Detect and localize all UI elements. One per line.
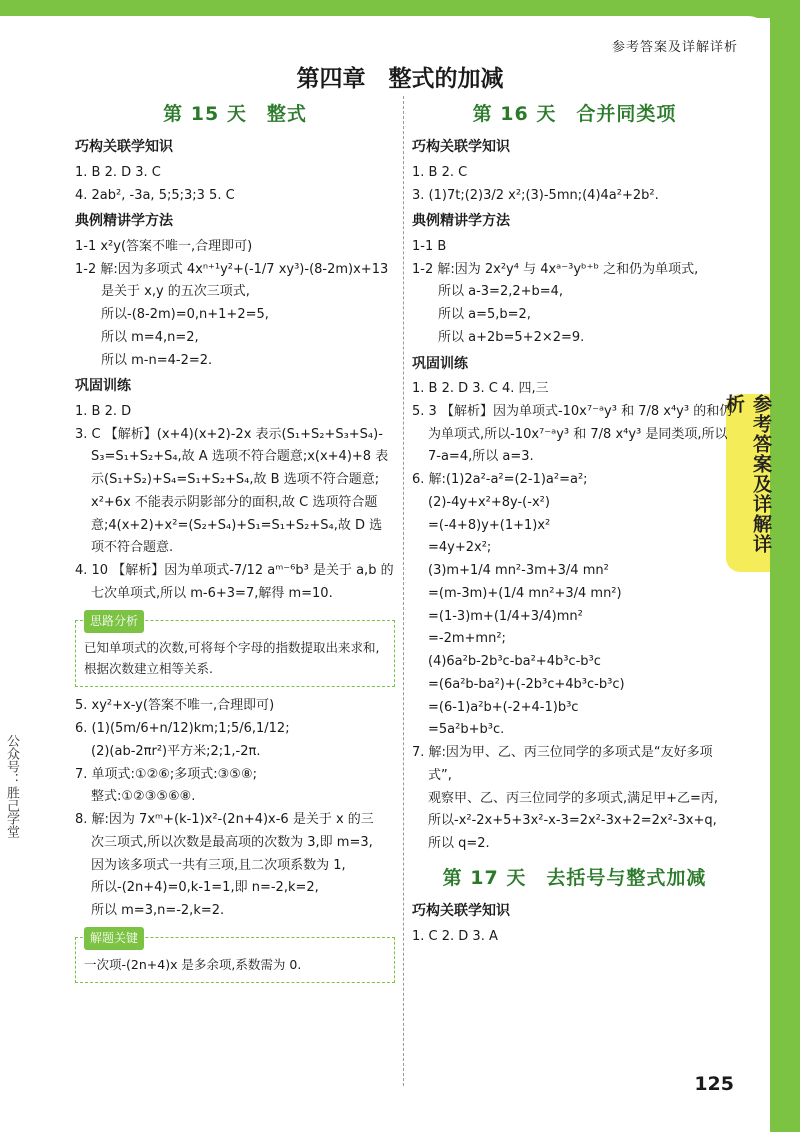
answer-line: =(6a²b-ba²)+(-2b³c+4b³c-b³c) xyxy=(428,676,625,692)
answer-line: 1. B 2. D 3. C 4. 四,三 xyxy=(412,381,549,396)
answer-line: =(-4+8)y+(1+1)x² xyxy=(428,517,551,533)
answer-line: (3)m+1/4 mn²-3m+3/4 mn² xyxy=(428,563,609,578)
answer-line: 所以 a-3=2,2+b=4, xyxy=(438,284,564,300)
tip-box-text: 已知单项式的次数,可将每个字母的指数提取出来求和,根据次数建立相等关系. xyxy=(84,639,380,677)
answer-line: 1-2 解:因为 2x²y⁴ 与 4xᵃ⁻³yᵇ⁺ᵇ 之和仍为单项式, xyxy=(412,261,699,277)
answer-line: 所以 m-n=4-2=2. xyxy=(101,352,213,368)
answer-line: 7-a=4,所以 a=3. xyxy=(428,449,534,465)
section-heading: 典例精讲学方法 xyxy=(412,213,510,230)
answer-line: 6. 解:(1)2a²-a²=(2-1)a²=a²; xyxy=(412,472,588,487)
day-17-title: 第 17 天 去括号与整式加减 xyxy=(442,866,707,889)
answer-line: 8. 解:因为 7xᵐ+(k-1)x²-(2n+4)x-6 是关于 x 的三 xyxy=(75,812,374,827)
answer-line: 6. (1)(5m/6+n/12)km;1;5/6,1/12; xyxy=(75,721,290,736)
answer-line: 因为该多项式一共有三项,且二次项系数为 1, xyxy=(91,857,346,873)
header-label: 参考答案及详解详析 xyxy=(611,40,738,55)
answer-line: 所以 m=4,n=2, xyxy=(101,329,199,345)
page-number: 125 xyxy=(694,1073,734,1095)
answer-line: 1. B 2. D 3. C xyxy=(75,164,161,180)
answer-line: 所以 a+2b=5+2×2=9. xyxy=(438,329,585,345)
answer-line: 7. 单项式:①②⑥;多项式:③⑤⑧; xyxy=(75,766,257,782)
answer-line: 整式:①②③⑤⑥⑧. xyxy=(91,789,196,805)
answer-line: 5. 3 【解析】因为单项式-10x⁷⁻ᵃy³ 和 7/8 x⁴y³ 的和仍 xyxy=(412,403,733,419)
answer-line: 为单项式,所以-10x⁷⁻ᵃy³ 和 7/8 x⁴y³ 是同类项,所以 xyxy=(428,426,728,442)
tip-box-tag: 解题关键 xyxy=(84,927,144,950)
answer-line: 1-2 解:因为多项式 4xⁿ⁺¹y²+(-1/7 xy³)-(8-2m)x+13 xyxy=(75,261,389,277)
answer-line: x²+6x 不能表示阴影部分的面积,故 C 选项符合题 xyxy=(91,494,378,510)
answer-line: 次三项式,所以次数是最高项的次数为 3,即 m=3, xyxy=(91,834,373,850)
answer-line: 式”, xyxy=(428,767,452,783)
answer-line: (4)6a²b-2b³c-ba²+4b³c-b³c xyxy=(428,654,601,669)
left-margin-note: 公众号：胜己学堂 xyxy=(4,734,19,838)
answer-line: =(6-1)a²b+(-2+4-1)b³c xyxy=(428,699,579,715)
column-divider xyxy=(403,96,404,1086)
answer-line: S₃=S₁+S₂+S₄,故 A 选项不符合题意;x(x+4)+8 表 xyxy=(91,449,389,465)
answer-line: (2)-4y+x²+8y-(-x²) xyxy=(428,494,550,510)
answer-line: =-2m+mn²; xyxy=(428,631,506,647)
tip-box-text: 一次项-(2n+4)x 是多余项,系数需为 0. xyxy=(84,956,302,972)
answer-line: (2)(ab-2πr²)平方米;2;1,-2π. xyxy=(91,743,261,759)
answer-line: 5. xy²+x-y(答案不唯一,合理即可) xyxy=(75,698,275,714)
answer-line: 4. 10 【解析】因为单项式-7/12 aᵐ⁻⁶b³ 是关于 a,b 的 xyxy=(75,563,394,578)
section-heading: 巩固训练 xyxy=(412,355,468,372)
right-column xyxy=(412,98,737,948)
answer-line: =4y+2x²; xyxy=(428,540,492,556)
answer-line: 所以 m=3,n=-2,k=2. xyxy=(91,903,225,918)
answer-line: 1. B 2. C xyxy=(412,164,468,180)
answer-line: =(1-3)m+(1/4+3/4)mn² xyxy=(428,608,583,624)
answer-line: 1. B 2. D xyxy=(75,403,132,419)
answer-line: 1-1 x²y(答案不唯一,合理即可) xyxy=(75,238,253,254)
chapter-title: 第四章 整式的加减 xyxy=(296,66,504,92)
answer-line: 七次单项式,所以 m-6+3=7,解得 m=10. xyxy=(91,585,333,601)
answer-line: 项不符合题意. xyxy=(91,540,174,556)
section-heading: 巩固训练 xyxy=(75,378,131,395)
answer-line: 1. C 2. D 3. A xyxy=(412,928,498,944)
section-heading: 巧构关联学知识 xyxy=(412,139,510,156)
section-heading: 巧构关联学知识 xyxy=(412,903,510,919)
tip-box-key xyxy=(75,930,395,983)
section-heading: 典例精讲学方法 xyxy=(75,213,173,230)
answer-line: 3. (1)7t;(2)3/2 x²;(3)-5mn;(4)4a²+2b². xyxy=(412,187,659,203)
answer-line: 所以-(2n+4)=0,k-1=1,即 n=-2,k=2, xyxy=(91,880,319,896)
answer-line: 7. 解:因为甲、乙、丙三位同学的多项式是“友好多项 xyxy=(412,745,713,760)
answer-line: 意;4(x+2)+x²=(S₂+S₄)+S₁=S₁+S₂+S₄,故 D 选 xyxy=(91,517,383,533)
answer-line: =(m-3m)+(1/4 mn²+3/4 mn²) xyxy=(428,585,622,601)
day-15-title: 第 15 天 整式 xyxy=(163,103,307,125)
answer-line: 所以-(8-2m)=0,n+1+2=5, xyxy=(101,307,269,322)
left-column xyxy=(75,98,395,991)
answer-line: 是关于 x,y 的五次三项式, xyxy=(101,284,250,300)
day-16-title: 第 16 天 合并同类项 xyxy=(472,103,677,125)
answer-line: =5a²b+b³c. xyxy=(428,722,505,738)
answer-line: 观察甲、乙、丙三位同学的多项式,满足甲+乙=丙, xyxy=(428,790,719,806)
tip-box-tag: 思路分析 xyxy=(84,610,144,633)
tip-box-analysis xyxy=(75,613,395,688)
side-tab-label: 参考答案及详解详析 xyxy=(723,394,772,554)
answer-line: 所以-x²-2x+5+3x²-x-3=2x²-3x+2=2x²-3x+q, xyxy=(428,813,717,829)
answer-line: 1-1 B xyxy=(412,238,447,254)
answer-line: 所以 a=5,b=2, xyxy=(438,307,531,322)
answer-line: 示(S₁+S₂)+S₄=S₁+S₂+S₄,故 B 选项不符合题意; xyxy=(91,472,380,487)
answer-line: 所以 q=2. xyxy=(428,836,490,851)
section-heading: 巧构关联学知识 xyxy=(75,139,173,156)
answer-line: 4. 2ab², -3a, 5;5;3;3 5. C xyxy=(75,187,235,203)
answer-line: 3. C 【解析】(x+4)(x+2)-2x 表示(S₁+S₂+S₃+S₄)- xyxy=(75,426,383,442)
